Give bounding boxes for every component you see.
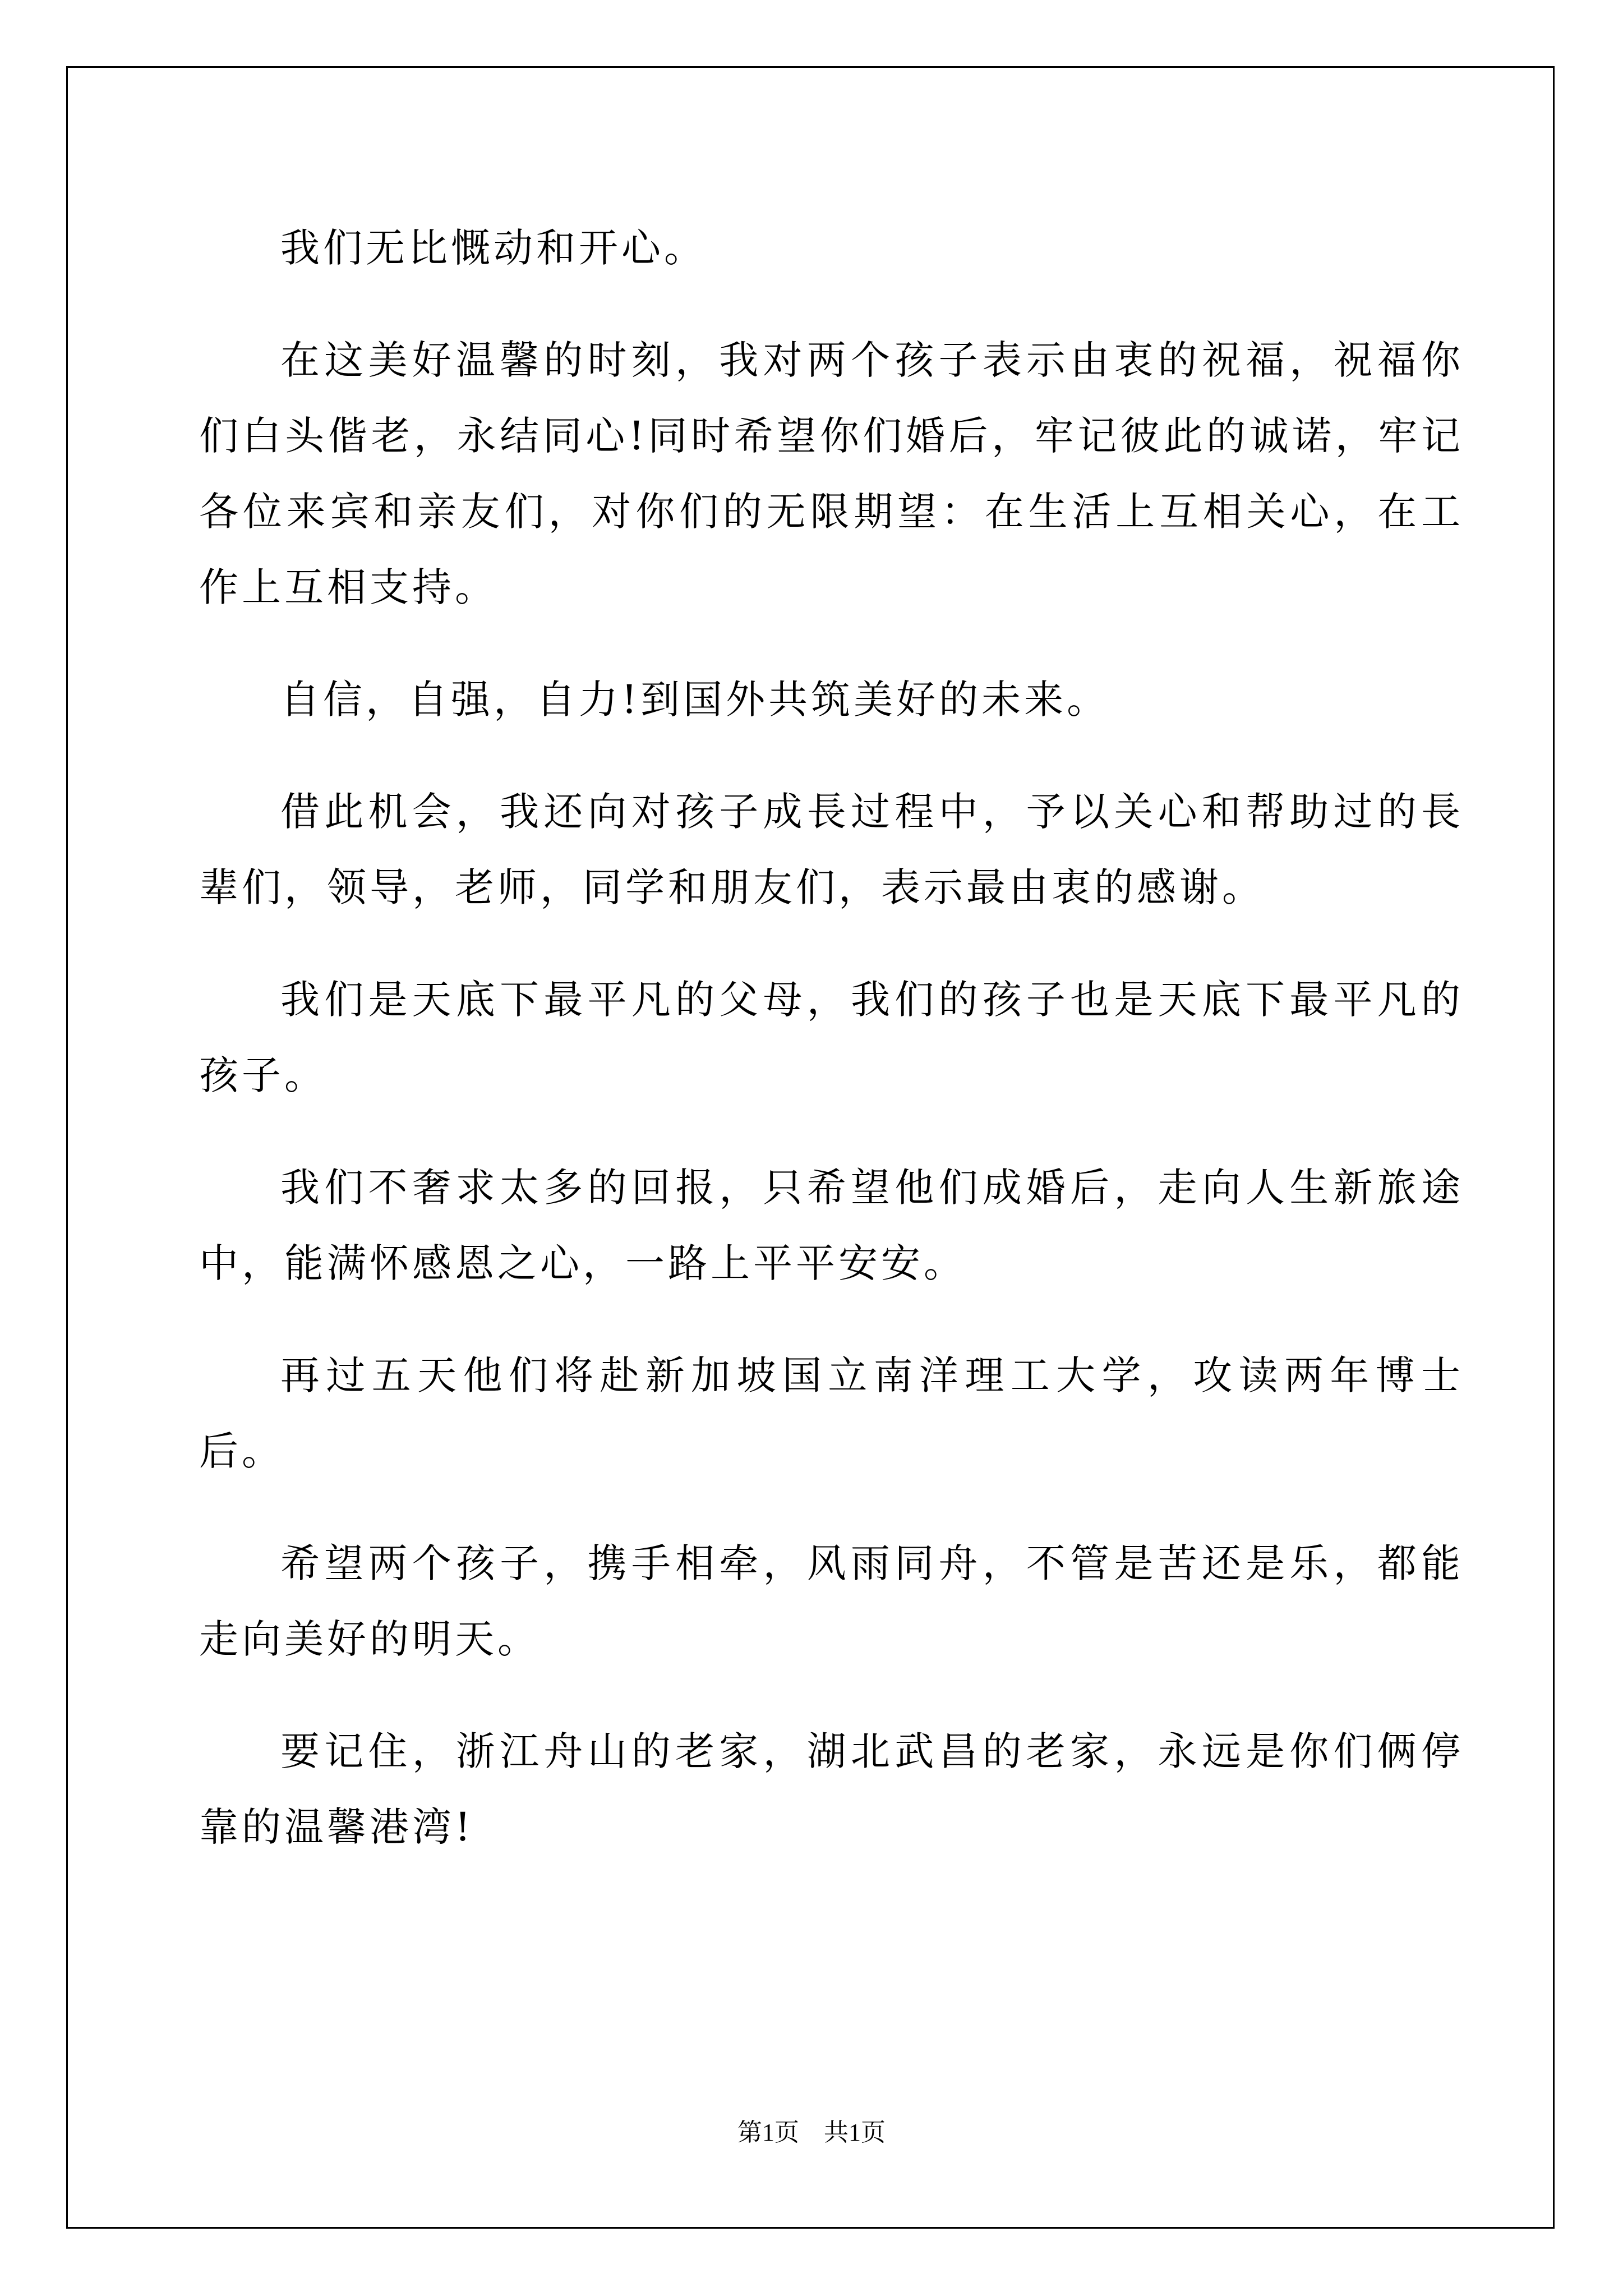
page-number-current: 第1页 [737, 2119, 799, 2146]
paragraph-3: 自信，自强，自力!到国外共筑美好的未来。 [280, 677, 1110, 723]
paragraph-8: 希望两个孩子，携手相牵，风雨同舟，不管是苦还是乐，都能走向美好的明天。 [199, 1540, 1464, 1662]
paragraph-9: 要记住，浙江舟山的老家，湖北武昌的老家，永远是你们俩停靠的温馨港湾! [199, 1728, 1464, 1850]
document-body [199, 210, 1464, 1902]
paragraph-6: 我们不奢求太多的回报，只希望他们成婚后，走向人生新旅途中，能满怀感恩之心，一路上平平安安。 [199, 1165, 1464, 1286]
paragraph-2: 在这美好温馨的时刻，我对两个孩子表示由衷的祝福，祝福你们白头偕老，永结同心!同时希望你们婚后，牢记彼此的诚诺，牢记各位来宾和亲友们，对你们的无限期望：在生活上互相关心，在工作上互相支持。 [199, 337, 1464, 610]
paragraph-7: 再过五天他们将赴新加坡国立南洋理工大学，攻读两年博士后。 [199, 1352, 1464, 1474]
paragraph-4: 借此机会，我还向对孩子成長过程中，予以关心和帮助过的長辈们，领导，老师，同学和朋友们，表示最由衷的感谢。 [199, 789, 1464, 910]
paragraph-1: 我们无比慨动和开心。 [280, 225, 707, 271]
page-footer [0, 2116, 1623, 2150]
page-number-total: 共1页 [824, 2119, 886, 2146]
paragraph-5: 我们是天底下最平凡的父母，我们的孩子也是天底下最平凡的孩子。 [199, 977, 1464, 1098]
